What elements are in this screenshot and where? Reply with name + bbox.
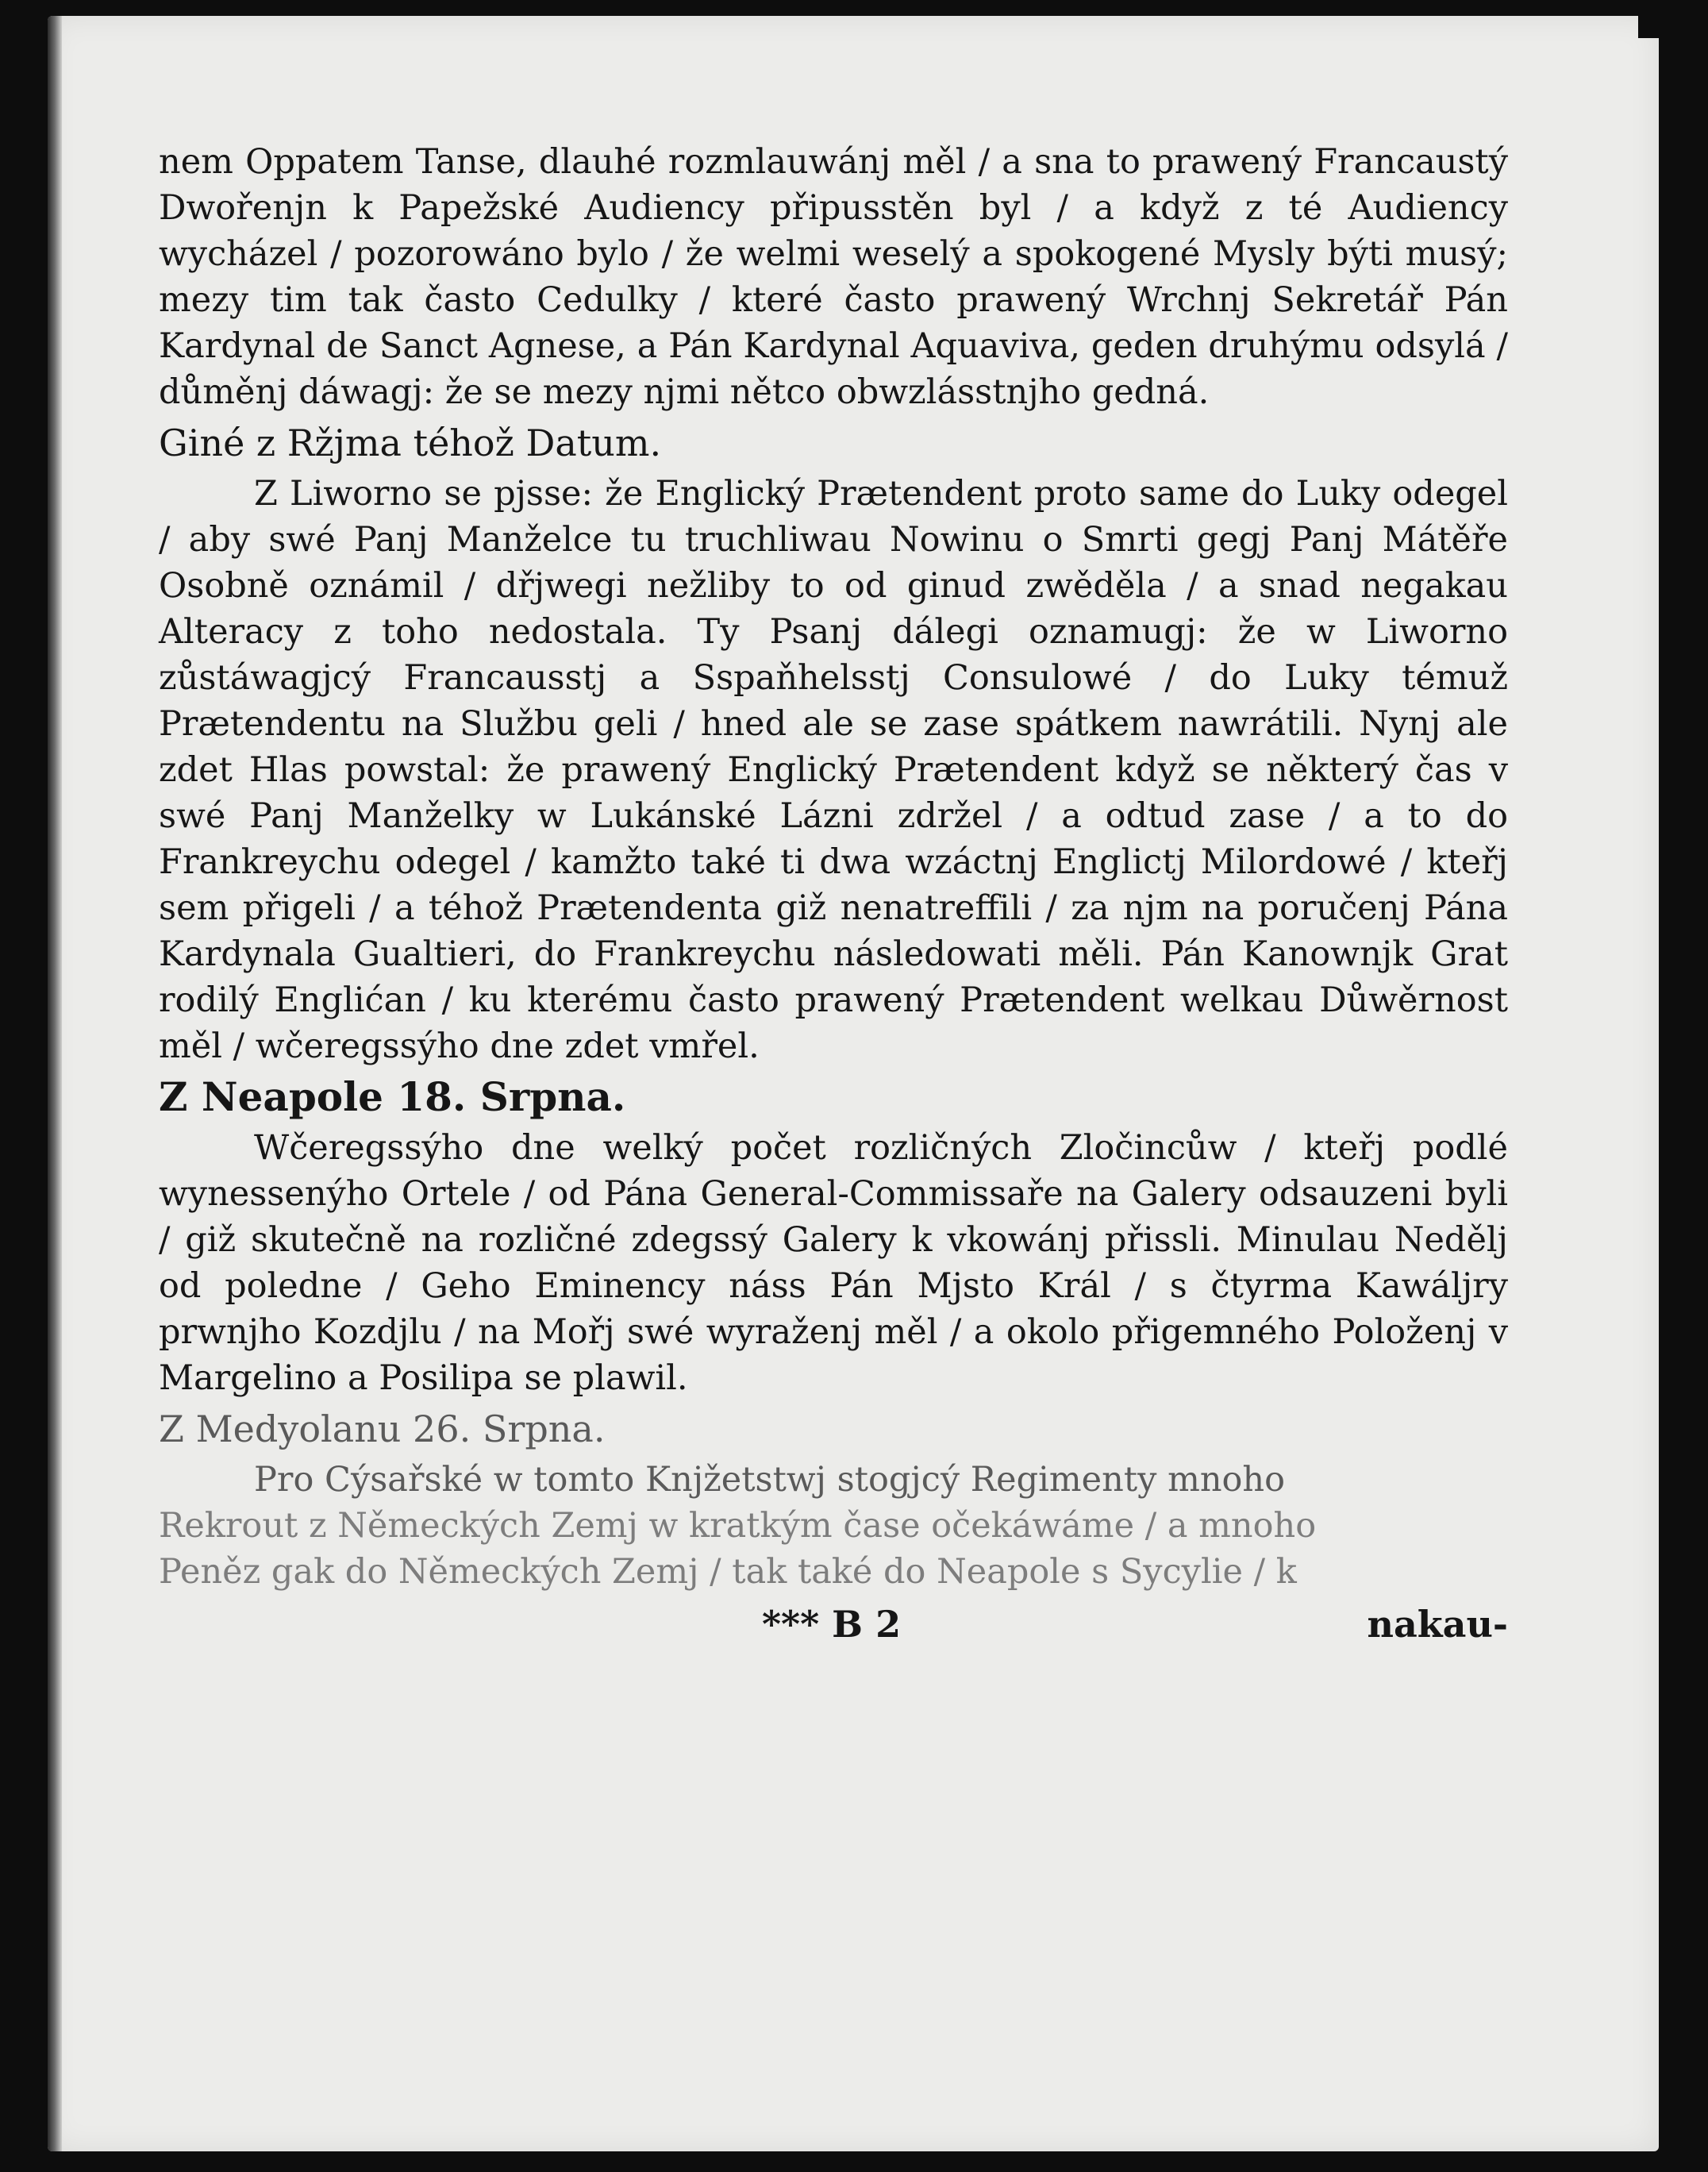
- heading-rome-date: Giné z Ržjma téhož Datum.: [159, 422, 662, 464]
- signature-mark: *** B 2: [762, 1603, 902, 1646]
- paragraph-milan-line-2: Rekrout z Německých Zemj w kratkým čase očekáwáme / a mnoho: [159, 1506, 1317, 1546]
- paragraph-naples-report: Wčeregssýho dne welký počet rozličných Zločincůw / kteřj podlé wynessenýho Ortele / od Pána General-Commissaře na Galery odsauzeni byli / giž skutečně na rozličné zdegssý Galery k vkowánj přissli. Minulau Nedělj od poledne / Geho Eminency náss Pán Mjsto Král / s čtyrma Kawáljry prwnjho Kozdjlu / na Mořj swé wyraženj měl / a okolo přigemného Položenj v Margelino a Posilipa se plawil.: [159, 1128, 1508, 1398]
- paragraph-livorno-report: Z Liworno se pjsse: že Englický Prætendent proto same do Luky odegel / aby swé Panj Manželce tu truchliwau Nowinu o Smrti gegj Panj Mátěře Osobně oznámil / dřjwegi nežliby to od ginud zwěděla / a snad negakau Alteracy z toho nedostala. Ty Psanj dálegi oznamugj: že w Liworno zůstáwagjcý Francausstj a Sspaňhelsstj Consulowé / do Luky témuž Prætendentu na Službu geli / hned ale se zase spátkem nawrátili. Nynj ale zdet Hlas powstal: že prawený Englický Prætendent když se některý čas v swé Panj Manželky w Lukánské Lázni zdržel / a odtud zase / a to do Frankreychu odegel / kamžto také ti dwa wzáctnj Englictj Milordowé / kteřj sem přigeli / a téhož Prætendenta giž nenatreffili / za njm na poručenj Pána Kardynala Gualtieri, do Frankreychu následowati měli. Pán Kanownjk Grat rodilý Englićan / ku kterému často prawený Prætendent welkau Důwěrnost měl / wčeregssýho dne zdet vmřel.: [159, 474, 1508, 1066]
- book-binding-edge: [48, 16, 62, 2151]
- paragraph-milan-line-3: Peněz gak do Německých Zemj / tak také do Neapole s Sycylie / k: [159, 1552, 1297, 1592]
- catchword: nakau-: [1367, 1603, 1508, 1646]
- document-page: [48, 16, 1659, 2151]
- paragraph-milan-line-1: Pro Cýsařské w tomto Knjžetstwj stogjcý Regimenty mnoho: [254, 1460, 1286, 1500]
- body-text: [159, 139, 1508, 1652]
- heading-naples: Z Neapole 18. Srpna.: [159, 1073, 626, 1120]
- page-footer: [159, 1601, 1508, 1652]
- heading-milan: Z Medyolanu 26. Srpna.: [159, 1408, 606, 1450]
- paragraph-rome-audience: nem Oppatem Tanse, dlauhé rozmlauwánj měl / a sna to prawený Francaustý Dwořenjn k Papežské Audiency připusstěn byl / a když z té Audiency wycházel / pozorowáno bylo / že welmi weselý a spokogené Mysly býti musý; mezy tim tak často Cedulky / které často prawený Wrchnj Sekretář Pán Kardynal de Sanct Agnese, a Pán Kardynal Aquaviva, geden druhýmu odsylá / důměnj dáwagj: že se mezy njmi nětco obwzlásstnjho gedná.: [159, 142, 1508, 412]
- page-corner: [1638, 16, 1659, 38]
